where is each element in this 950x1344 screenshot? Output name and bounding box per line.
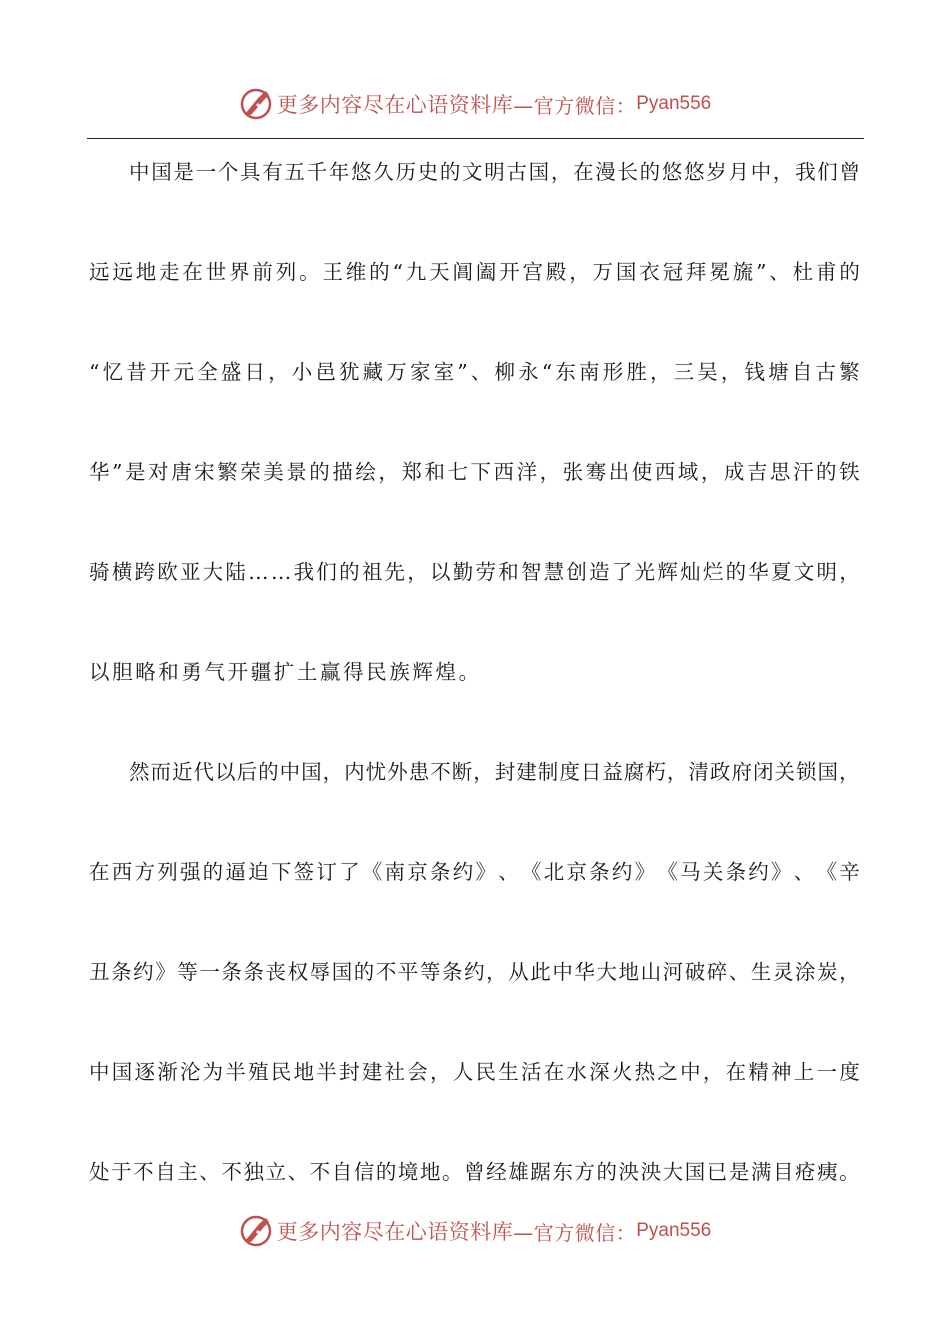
text-line: 中 国 逐 渐 沦 为 半 殖 民 地 半 封 建 社 会 ， 人 民 生 活 在 水 深 火 热 之 中 ， 在 精 神 上 一 度 (89, 1060, 860, 1084)
text-line: 中 国 是 一 个 具 有 五 千 年 悠 久 历 史 的 文 明 古 国 ， 在 漫 长 的 悠 悠 岁 月 中 ， 我 们 曾 (129, 160, 860, 184)
text-line: 处 于 不 自 主 、 不 独 立 、 不 自 信 的 境 地 。 曾 经 雄 踞 东 方 的 泱 泱 大 国 已 是 满 目 疮 痍 。 (89, 1160, 860, 1184)
text-line: 远 远 地 走 在 世 界 前 列 。 王 维 的 “ 九 天 阊 阖 开 宫 殿 ， 万 国 衣 冠 拜 冕 旒 ” 、 杜 甫 的 (89, 260, 860, 284)
header-title: 更多内容尽在心语资料库 (276, 93, 514, 117)
footer-wechat-id: Pyan556 (636, 1220, 712, 1241)
pen-nib-circle-icon (239, 1214, 273, 1248)
text-line: 丑 条 约 》 等 一 条 条 丧 权 辱 国 的 不 平 等 条 约 ， 从 此 中 华 大 地 山 河 破 碎 、 生 灵 涂 炭 ， (89, 960, 860, 984)
footer-title: 更多内容尽在心语资料库 (276, 1220, 514, 1244)
text-line: 在 西 方 列 强 的 逼 迫 下 签 订 了 《 南 京 条 约 》 、 《 北 京 条 约 》 《 马 关 条 约 》 、 《 辛 (89, 860, 860, 884)
pen-nib-circle-icon (239, 87, 273, 121)
header-wechat-id: Pyan556 (636, 93, 712, 114)
footer-banner (0, 1211, 950, 1251)
header-subtitle: —官方微信： (513, 93, 637, 118)
document-body (89, 122, 860, 1222)
footer-subtitle: —官方微信： (513, 1220, 637, 1245)
text-line: 骑 横 跨 欧 亚 大 陆 … … 我 们 的 祖 先 ， 以 勤 劳 和 智 慧 创 造 了 光 辉 灿 烂 的 华 夏 文 明 ， (89, 560, 860, 584)
text-line: 然 而 近 代 以 后 的 中 国 ， 内 忧 外 患 不 断 ， 封 建 制 度 日 益 腐 朽 ， 清 政 府 闭 关 锁 国 ， (129, 760, 860, 784)
text-line: “ 忆 昔 开 元 全 盛 日 ， 小 邑 犹 藏 万 家 室 ” 、 柳 永 “ 东 南 形 胜 ， 三 吴 ， 钱 塘 自 古 繁 (89, 360, 860, 384)
header-banner (0, 84, 950, 124)
text-line: 华 ” 是 对 唐 宋 繁 荣 美 景 的 描 绘 ， 郑 和 七 下 西 洋 ， 张 骞 出 使 西 域 ， 成 吉 思 汗 的 铁 (89, 460, 860, 484)
text-line: 以胆略和勇气开疆扩土赢得民族辉煌。 (89, 660, 482, 684)
